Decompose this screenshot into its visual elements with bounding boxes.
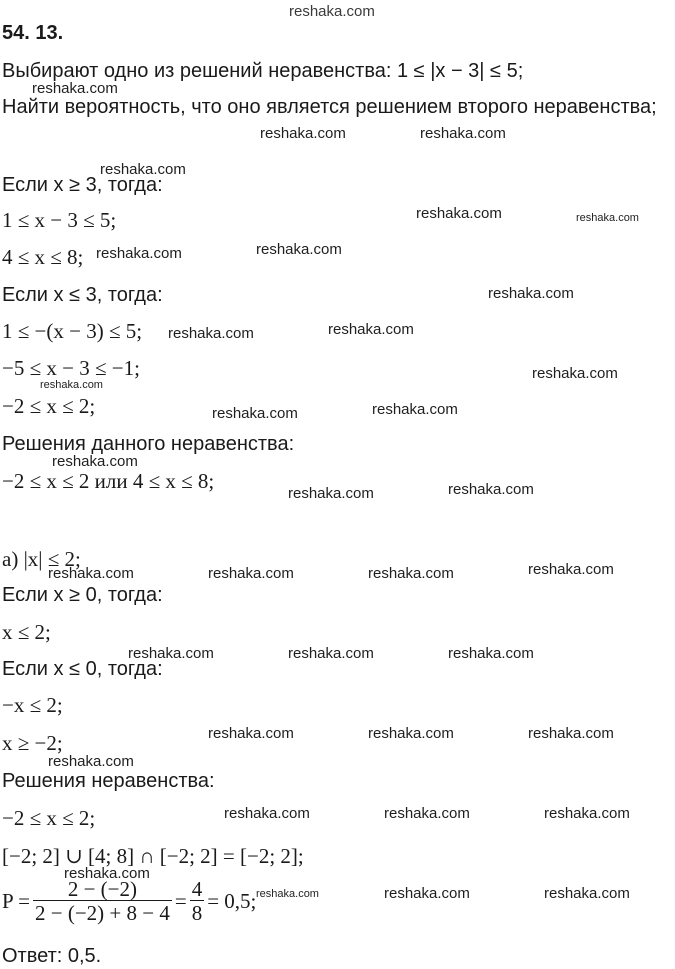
- watermark: reshaka.com: [544, 885, 630, 902]
- watermark: reshaka.com: [52, 453, 138, 470]
- watermark: reshaka.com: [128, 645, 214, 662]
- watermark: reshaka.com: [208, 565, 294, 582]
- watermark: reshaka.com: [328, 321, 414, 338]
- answer: Ответ: 0,5.: [2, 945, 102, 967]
- probability-numerator-2: 4: [191, 877, 203, 901]
- intersection-line: [−2; 2] ∪ [4; 8] ∩ [−2; 2] = [−2; 2];: [2, 844, 304, 868]
- watermark-header: reshaka.com: [289, 3, 375, 20]
- probability-equals: =: [174, 889, 187, 913]
- problem-number: 54. 13.: [2, 22, 64, 44]
- watermark: reshaka.com: [32, 80, 118, 97]
- watermark: reshaka.com: [544, 805, 630, 822]
- watermark: reshaka.com: [168, 325, 254, 342]
- part-a-case2-line-1: −x ≤ 2;: [2, 693, 63, 717]
- watermark: reshaka.com: [368, 725, 454, 742]
- probability-formula: [2, 878, 256, 925]
- part-a-case1-line-1: x ≤ 2;: [2, 620, 51, 644]
- watermark: reshaka.com: [224, 805, 310, 822]
- watermark: reshaka.com: [212, 405, 298, 422]
- part-a-solutions-title: Решения неравенства:: [2, 770, 215, 792]
- probability-numerator: 2 − (−2): [67, 877, 138, 901]
- statement-line-2: Найти вероятность, что оно является решением второго неравенства;: [2, 96, 657, 118]
- probability-denominator: 2 − (−2) + 8 − 4: [35, 901, 170, 925]
- case1-line-1: 1 ≤ x − 3 ≤ 5;: [2, 208, 117, 232]
- case2-line-2: −5 ≤ x − 3 ≤ −1;: [2, 356, 140, 380]
- part-a-case1-title: Если x ≥ 0, тогда:: [2, 584, 163, 606]
- watermark: reshaka.com: [256, 888, 319, 900]
- probability-denominator-2: 8: [191, 901, 203, 925]
- watermark: reshaka.com: [48, 753, 134, 770]
- part-a-case2-line-2: x ≥ −2;: [2, 731, 63, 755]
- watermark: reshaka.com: [384, 885, 470, 902]
- watermark: reshaka.com: [488, 285, 574, 302]
- part-a-case2-title: Если x ≤ 0, тогда:: [2, 658, 163, 680]
- case1-title: Если x ≥ 3, тогда:: [2, 174, 163, 196]
- watermark: reshaka.com: [288, 485, 374, 502]
- watermark: reshaka.com: [528, 725, 614, 742]
- part-a-label: а) |x| ≤ 2;: [2, 547, 81, 571]
- probability-label: P =: [2, 889, 30, 913]
- probability-result: = 0,5;: [207, 889, 257, 913]
- case2-line-1: 1 ≤ −(x − 3) ≤ 5;: [2, 319, 143, 343]
- watermark: reshaka.com: [448, 481, 534, 498]
- watermark: reshaka.com: [368, 565, 454, 582]
- watermark: reshaka.com: [288, 645, 374, 662]
- watermark: reshaka.com: [528, 561, 614, 578]
- probability-fraction-simplified: [190, 878, 205, 925]
- watermark: reshaka.com: [372, 401, 458, 418]
- part-a-solutions-value: −2 ≤ x ≤ 2;: [2, 806, 96, 830]
- watermark: reshaka.com: [532, 365, 618, 382]
- watermark: reshaka.com: [416, 205, 502, 222]
- watermark: reshaka.com: [260, 125, 346, 142]
- watermark: reshaka.com: [576, 212, 639, 224]
- watermark: reshaka.com: [384, 805, 470, 822]
- watermark: reshaka.com: [100, 161, 186, 178]
- watermark: reshaka.com: [420, 125, 506, 142]
- watermark: reshaka.com: [48, 565, 134, 582]
- watermark: reshaka.com: [256, 241, 342, 258]
- watermark: reshaka.com: [448, 645, 534, 662]
- case2-line-3: −2 ≤ x ≤ 2;: [2, 394, 96, 418]
- solutions-title: Решения данного неравенства:: [2, 433, 295, 455]
- solutions-value: −2 ≤ x ≤ 2 или 4 ≤ x ≤ 8;: [2, 469, 215, 493]
- statement-line-1: Выбирают одно из решений неравенства: 1 ≤ |x − 3| ≤ 5;: [2, 60, 524, 82]
- watermark: reshaka.com: [96, 245, 182, 262]
- watermark: reshaka.com: [64, 865, 150, 882]
- case1-line-2: 4 ≤ x ≤ 8;: [2, 245, 84, 269]
- watermark: reshaka.com: [208, 725, 294, 742]
- watermark: reshaka.com: [40, 379, 103, 391]
- probability-fraction: [33, 878, 172, 925]
- case2-title: Если x ≤ 3, тогда:: [2, 284, 163, 306]
